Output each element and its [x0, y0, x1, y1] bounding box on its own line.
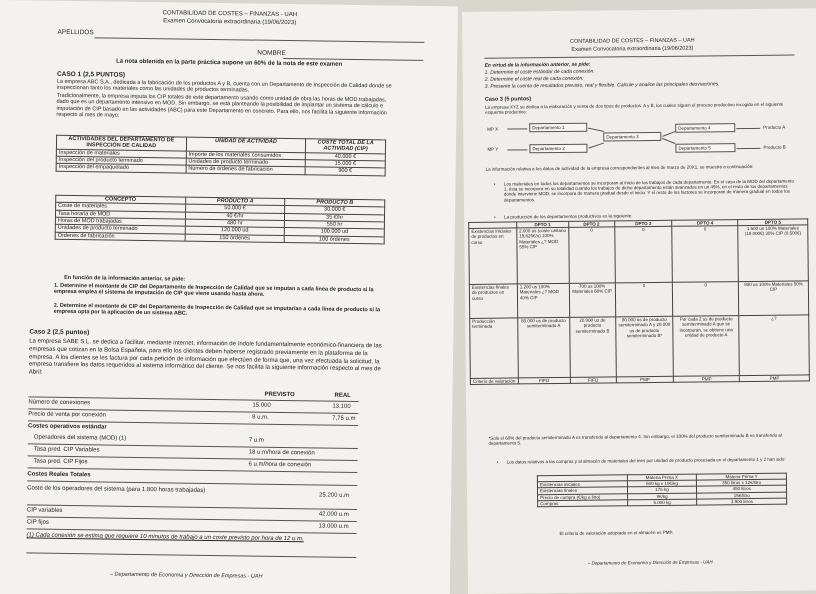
table-header: Materia Prima Y: [697, 473, 787, 480]
table-cell: 15.000 €: [305, 160, 385, 168]
table-cell: Horas de MOD trabajadas: [55, 217, 185, 226]
grade-note: La nota obtenida en la parte práctica supone un 60% de la nota de este examen: [116, 58, 343, 68]
table-cell: 20.000 us de producto semiterminado B: [569, 317, 616, 377]
table-cell: 0: [673, 282, 739, 317]
caso1-question-2: 2. Determine el montante de CIP del Departamento de Inspección de Calidad que se imputarían a cada línea de producto si la empresa opta por la aplicación de un sistema ABC.: [53, 302, 381, 317]
table-cell: Compras: [538, 499, 628, 506]
production-table: [468, 218, 810, 385]
table-cell: 8€/kg: [627, 493, 697, 500]
caso1-ask: En función de la información anterior, se pide:: [64, 274, 186, 283]
table-cell: Número de órdenes de fabricación: [186, 165, 306, 174]
flow-arrow: [507, 128, 527, 129]
activities-table: [56, 135, 386, 176]
table-cell: FIFO: [518, 378, 570, 385]
table-cell: 40 €/hr: [185, 212, 285, 221]
mp-x-label: MP X: [487, 126, 499, 132]
activities-col-activity: ACTIVIDADES DEL DEPARTAMENTO DE INSPECCIÓN DE CALIDAD: [56, 135, 186, 150]
std-row-label: Tasa pred. CIP Fijos: [33, 458, 88, 466]
table-cell: Producción terminada: [470, 318, 518, 378]
table-cell: 0: [615, 282, 673, 317]
table-header: DPTO 5: [738, 219, 808, 226]
divider: [484, 55, 794, 59]
flow-arrow: [736, 128, 760, 129]
table-cell: Existencias iniciales: [537, 481, 627, 488]
product-a-label: Producto A: [763, 124, 786, 130]
caso1-paragraph-1: La empresa ABC S.A., dedicada a la fabricación de los productos A y B, cuenta con un Departamento de Inspección de Calidad donde se inspeccionan tanto los materiales como las unidades de productos terminadas.: [56, 78, 392, 94]
table-cell: 80.000 us de producto semiterminado A: [518, 318, 571, 379]
table-cell: 700 us 100% Materiales 60% CIP: [569, 283, 615, 317]
concepts-col-concept: CONCEPTO: [56, 195, 186, 204]
col-previsto: PREVISTO: [264, 391, 295, 399]
real-row-value: 25.200 u.m: [319, 492, 350, 499]
caso3-paragraph-1: La empresa XYZ se dedica a la elaboración y venta de dos tipos de productos: A y B, los cuales siguen el proceso productivo recogido en el siguiente esquema productivo:: [484, 101, 784, 115]
right-question-3: 3. Presente la cuenta de resultados previsto, real y flexible. Calcule y analice las principales desviaciones.: [484, 81, 720, 90]
caso2-footnote: (1) Cada conexión se estima que requiere 10 minutos de trabajo a un coste previsto por hora de 12 u.m.: [26, 532, 304, 543]
table-cell: 1.500 us 100% Materiales (18.000€) 30% CIP (8.500€): [738, 225, 808, 282]
caso3-title: Caso 3 (5 puntos): [484, 96, 532, 103]
materials-table: [537, 473, 787, 507]
product-b-label: Producto B: [763, 144, 786, 150]
table-row: [469, 225, 809, 285]
right-footer: – Departamento de Economía y Dirección de Empresas - UAH: [587, 559, 713, 566]
table-cell: 15€/litro: [697, 492, 787, 499]
table-cell: Existencias iniciales de productos en curso: [469, 228, 517, 284]
table-cell: PMP: [740, 375, 810, 382]
table-cell: Existencias finales de productos en curso: [469, 284, 517, 318]
std-row-value: 7 u.m: [248, 437, 264, 444]
activities-col-cost: COSTE TOTAL DE LA ACTIVIDAD (CIP): [306, 139, 386, 154]
flow-arrow: [736, 148, 760, 149]
flow-arrow: [662, 138, 675, 144]
caso2-paragraph: La empresa SABE S.L. se dedica a facilitar, mediante internet, información de índole fundamentalmente económico-financiera de las empresas que cotizan en la Bolsa Española, para ello los clientes deben haberse registrado previamente en la plataforma de la empresa. A los clientes se les factura por cada petición de información que efectúen de forma que, una vez efectuada la solicitud, la empresa transfiere los datos requeridos al sistema informático del cliente. Se nos facilita la siguiente información respecto al mes de Abril:: [28, 338, 382, 376]
std-row-value: 18 u.m/hora de conexión: [248, 449, 315, 457]
caso2-title: Caso 2 (2,5 puntos): [29, 328, 90, 337]
price-label: Precio de venta por conexión: [28, 411, 106, 419]
dept-5-box: Departamento 5: [675, 143, 735, 153]
std-row-label: Tasa pred. CIP Variables: [33, 446, 100, 454]
bullet-dot: •: [493, 181, 496, 187]
right-header-subtitle: Examen Convocatoria extraordinaria (19/06/2023): [571, 45, 694, 53]
table-cell: 600 kg x 10€/kg: [627, 480, 697, 487]
table-cell: Órdenes de fabricación: [55, 232, 185, 241]
std-row-label: Operadores del sistema (MOD) (1): [33, 434, 127, 442]
table-header: DPTO 3: [614, 220, 672, 227]
connections-real: 13.100: [332, 403, 351, 410]
flow-arrow: [588, 143, 603, 149]
table-cell: 0: [614, 226, 672, 283]
caso1-paragraph-2: Tradicionalmente, la empresa imputa los CIP totales de este departamento usando como unidad de obra las horas de MOD trabajadas, dado que es un departamento intensivo en MOD. Sin embargo, se está planteando la posibilidad de implantar un sistema de cálculo e imputación de CIP basado en las actividades (ABC) para este Departamento en concreto. Para ello, nos facilita la siguiente información respecto al mes de mayo:: [56, 92, 387, 119]
caso3-paragraph-2: La información relativa a los datos de actividad de la empresa correspondientes al mes de marzo de 20X1, se muestra a continuación:: [485, 163, 754, 172]
left-header-subtitle: Examen Convocatoria extraordinaria (19/06/2023): [163, 18, 297, 27]
apellidos-line: [94, 37, 424, 43]
table-cell: 550 hr: [285, 220, 385, 229]
left-footer: – Departamento de Economía y Dirección de Empresas - UAH: [109, 571, 263, 580]
price-previsto: 8 u.m.: [252, 414, 269, 421]
bullet-dot: •: [496, 459, 499, 465]
divider: [26, 552, 356, 558]
right-intro: En virtud de la información anterior, se pide:: [484, 61, 591, 69]
table-header: Materia Prima X: [627, 474, 697, 481]
table-cell: PMP: [674, 376, 740, 383]
caso1-question-1: 1. Determine el montante de CIP del Departamento de Inspección de Calidad que se imputan a cada línea de producto si la empresa emplea el sistema de imputación de CIP que viene usando hasta ahora.: [53, 282, 374, 299]
right-question-2: 2. Determine el coste real de cada conexión.: [484, 75, 584, 83]
table-cell: Criterio de valoración: [470, 378, 518, 385]
table-cell: 350 litros x 12€/litro: [697, 479, 787, 486]
table-cell: 800 us 100% Materiales 50% CIP: [739, 281, 809, 316]
table-cell: Inspección del empaquetado: [56, 164, 186, 173]
table-cell: 2.000 us (coste unitario 19,625€/u) 100% Materiales ¿? MOD 55% CIP: [517, 228, 569, 285]
table-cell: Tasa horaria de MOD: [55, 210, 185, 219]
table-cell: ¿?: [739, 315, 809, 376]
flow-arrow: [588, 128, 604, 132]
dept-2-box: Departamento 2: [529, 144, 587, 154]
table-header: DPTO 4: [672, 220, 738, 227]
table-cell: 5.000 kg: [627, 499, 697, 506]
table-cell: Inspección de materiales: [56, 149, 186, 158]
table-cell: Coste de materiales: [56, 203, 186, 212]
activities-col-unit: UNIDAD DE ACTIVIDAD: [186, 137, 306, 152]
connections-label: Número de conexiones: [28, 399, 91, 407]
col-real: REAL: [334, 392, 351, 399]
table-cell: Unidades de producto terminado: [55, 225, 185, 234]
connections-previsto: 15.000: [252, 402, 271, 409]
table-cell: 120.000 ud: [185, 226, 285, 235]
table-cell: 100.000 ud: [285, 228, 385, 237]
right-question-1: 1. Determine el coste estándar de cada conexión.: [484, 68, 595, 76]
table-header: DPTO 1: [517, 221, 569, 228]
std-costs-title: Costes operativos estándar: [28, 423, 107, 431]
left-header-title: CONTABILIDAD DE COSTES – FINANZAS - UAH: [162, 10, 298, 19]
table-cell: 0: [672, 226, 738, 283]
price-real: 7,75 u.m: [332, 415, 356, 423]
table-cell: 150 órdenes: [185, 234, 285, 243]
real-row-value: 42.000 u.m: [318, 511, 349, 518]
dept-1-box: Departamento 1: [529, 123, 587, 133]
divider: [27, 504, 357, 510]
flow-arrow: [662, 131, 675, 137]
table-cell: 80.000 us de producto semiterminado A y 20.000 us de producto semiterminado B*: [615, 316, 673, 377]
table-header: DPTO 2: [568, 221, 614, 228]
flow-arrow: [507, 149, 527, 150]
table-row: [469, 281, 808, 319]
std-row-value: 6 u.m/hora de conexión: [248, 461, 312, 469]
table-cell: Existencias finales: [537, 487, 627, 494]
real-row-label: CIP fijos: [26, 519, 49, 526]
real-costs-title: Costes Reales Totales: [27, 471, 91, 479]
exam-page-right: [462, 8, 816, 594]
concepts-col-product-a: PRODUCTO A: [185, 197, 285, 206]
nombre-label: NOMBRE: [257, 49, 286, 57]
table-cell: FIFO: [570, 377, 616, 384]
table-cell: 3.900 litros: [697, 498, 787, 505]
table-cell: Inspección del producto terminado: [56, 156, 186, 165]
caso3-bullet-1: Los materiales en todos los departamentos se incorporan al inicio de los trabajos de cada departamento. En el caso de la MOD del departamento 1, ésta se incorpora en su totalidad cuando los trabajos de dicho departamento están avanzados en un 45%, en el resto de los departamentos donde interviene MOD, se incorpora de manera gradual desde el inicio. Y el resto de los factores se incorporan de manera gradual en todos los departamentos.: [503, 178, 794, 203]
table-cell: PMP: [616, 376, 674, 383]
real-row-value: 13.000 u.m: [318, 523, 349, 530]
dept-3-box: Departamento 3: [603, 132, 661, 142]
mp-y-label: MP Y: [487, 146, 499, 152]
table-cell: Importe de los materiales consumidos: [186, 151, 306, 160]
table-cell: 1.200 us 100% Materiales ¿? MOD 40% CIP: [517, 284, 569, 319]
table-cell: 175 kg: [627, 486, 697, 493]
valuation-criterion: El criterio de valoración adoptado en el almacén es PMP.: [559, 529, 674, 537]
table-cell: 40.000 €: [306, 152, 386, 160]
real-row-label: CIP variables: [26, 507, 63, 514]
table-cell: 480 hr: [185, 219, 285, 228]
table-cell: 900 €: [305, 167, 385, 175]
right-header-title: CONTABILIDAD DE COSTES – FINANZAS – UAH: [569, 37, 695, 45]
concepts-table: [55, 195, 386, 244]
table-cell: Por cada 2 us de producto semiterminado A que se incorporan, se obtiene una unidad de producto A: [673, 316, 739, 377]
table-cell: Unidades de producto terminado: [186, 158, 306, 167]
caso3-bullet-2: La producción de los departamentos productivos es la siguiente:: [504, 213, 633, 220]
table-cell: Precio de compra (€/kg o litro): [538, 493, 628, 500]
caso1-title: CASO 1 (2,5 PUNTOS): [56, 70, 126, 79]
table-cell: 50.000 €: [185, 204, 285, 213]
table-cell: 35 €/hr: [285, 213, 385, 222]
table-cell: 0: [568, 227, 615, 283]
table-row: [470, 315, 810, 379]
concepts-col-product-b: PRODUCTO B: [285, 198, 385, 207]
apellidos-label: APELLIDOS: [57, 28, 94, 37]
table-cell: 450 litros: [697, 485, 787, 492]
table-cell: 30.000 €: [285, 206, 385, 215]
table-cell: 100 órdenes: [284, 235, 384, 244]
caso3-bullet-3: Los datos relativos a las compras y al almacén de materiales del mes por unidad de producto procesada en el departamento 1 y 2 han sido:: [506, 456, 786, 465]
dept-4-box: Departamento 4: [675, 123, 735, 133]
real-row-label: Coste de los operadores del sistema (para 1.800 horas trabajadas): [27, 485, 206, 494]
divider: [27, 516, 357, 522]
production-footnote: *Solo el 60% del producto semiterminado A es transferido al departamento 4. Sin embargo, el 100% del producto semiterminado B es transferido al departamento 5.: [488, 432, 782, 446]
bullet-dot: •: [494, 214, 496, 220]
